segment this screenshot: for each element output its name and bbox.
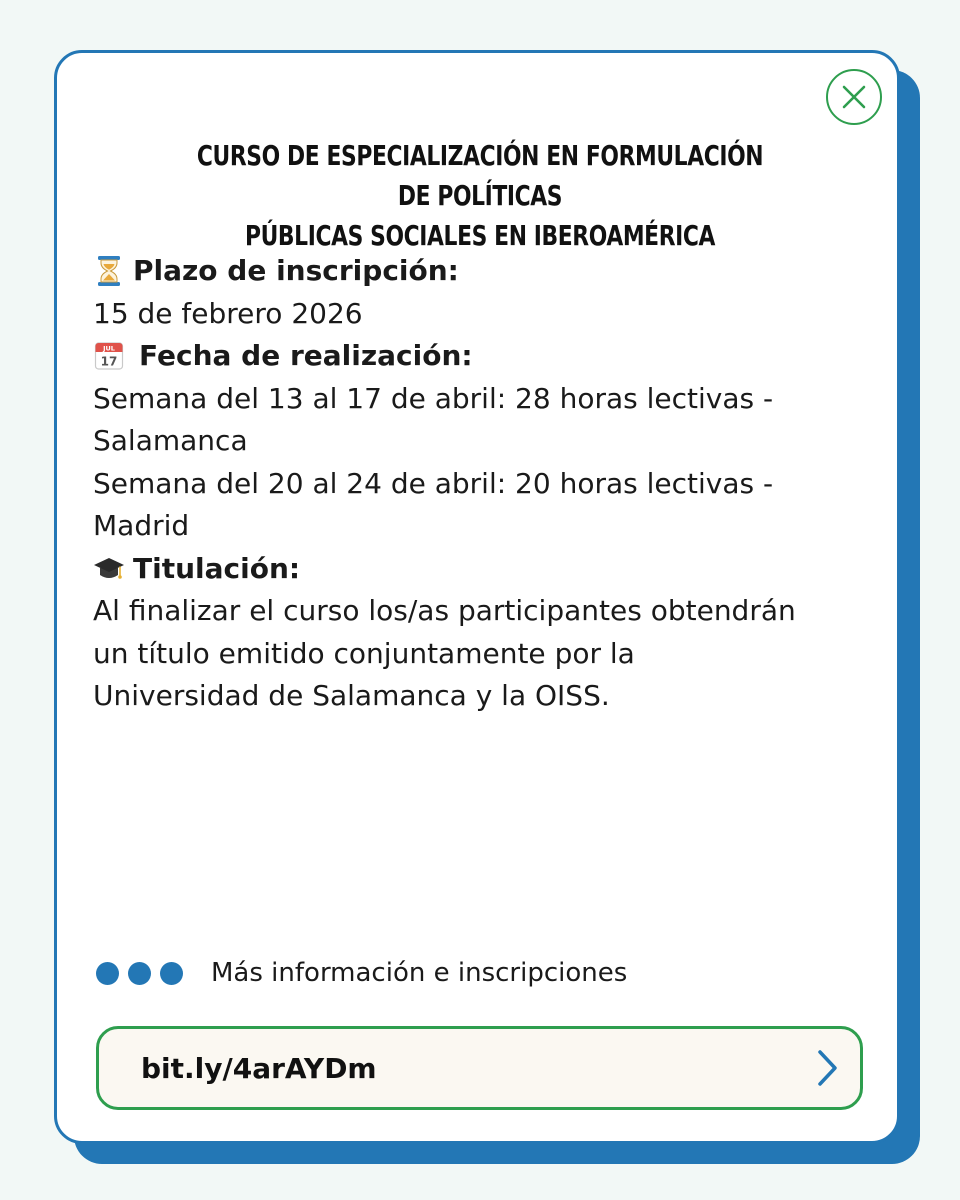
course-title-line-2: PÚBLICAS SOCIALES EN IBEROAMÉRICA [244, 219, 716, 252]
more-info-label: Más información e inscripciones [211, 958, 628, 988]
plazo-value: 15 de febrero 2026 [93, 296, 363, 330]
fecha-label: Fecha de realización: [139, 339, 473, 372]
titulacion-heading [93, 548, 883, 591]
fecha-heading [93, 335, 883, 378]
course-title [184, 136, 777, 256]
svg-text:17: 17 [100, 354, 118, 369]
titulacion-line-1: Al finalizar el curso los/as participantes obtendrán [93, 594, 796, 627]
registration-link-text[interactable]: bit.ly/4arAYDm [141, 1051, 377, 1085]
calendar-icon [93, 340, 125, 372]
dots-icon [96, 962, 183, 985]
titulacion-label: Titulación: [133, 551, 301, 585]
plazo-heading [93, 250, 883, 293]
graduation-cap-icon [93, 553, 125, 585]
svg-text:JUL: JUL [103, 344, 115, 353]
course-details [93, 250, 883, 718]
chevron-right-icon [814, 1048, 840, 1088]
course-title-line-1: CURSO DE ESPECIALIZACIÓN EN FORMULACIÓN DE POLÍTICAS [196, 139, 764, 212]
dot [160, 962, 183, 985]
titulacion-line-3: Universidad de Salamanca y la OISS. [93, 679, 610, 712]
dot [96, 962, 119, 985]
fecha-line-1: Semana del 13 al 17 de abril: 28 horas lectivas - [93, 381, 774, 415]
plazo-label: Plazo de inscripción: [133, 254, 459, 287]
fecha-line-2: Salamanca [93, 424, 248, 457]
close-button[interactable] [826, 69, 882, 125]
hourglass-icon [93, 255, 125, 287]
fecha-line-3: Semana del 20 al 24 de abril: 20 horas lectivas - [93, 466, 774, 500]
fecha-line-4: Madrid [93, 509, 190, 542]
registration-link-button[interactable] [96, 1026, 863, 1110]
close-icon [839, 82, 869, 112]
dot [128, 962, 151, 985]
titulacion-line-2: un título emitido conjuntamente por la [93, 636, 635, 670]
more-info-row [96, 958, 627, 988]
